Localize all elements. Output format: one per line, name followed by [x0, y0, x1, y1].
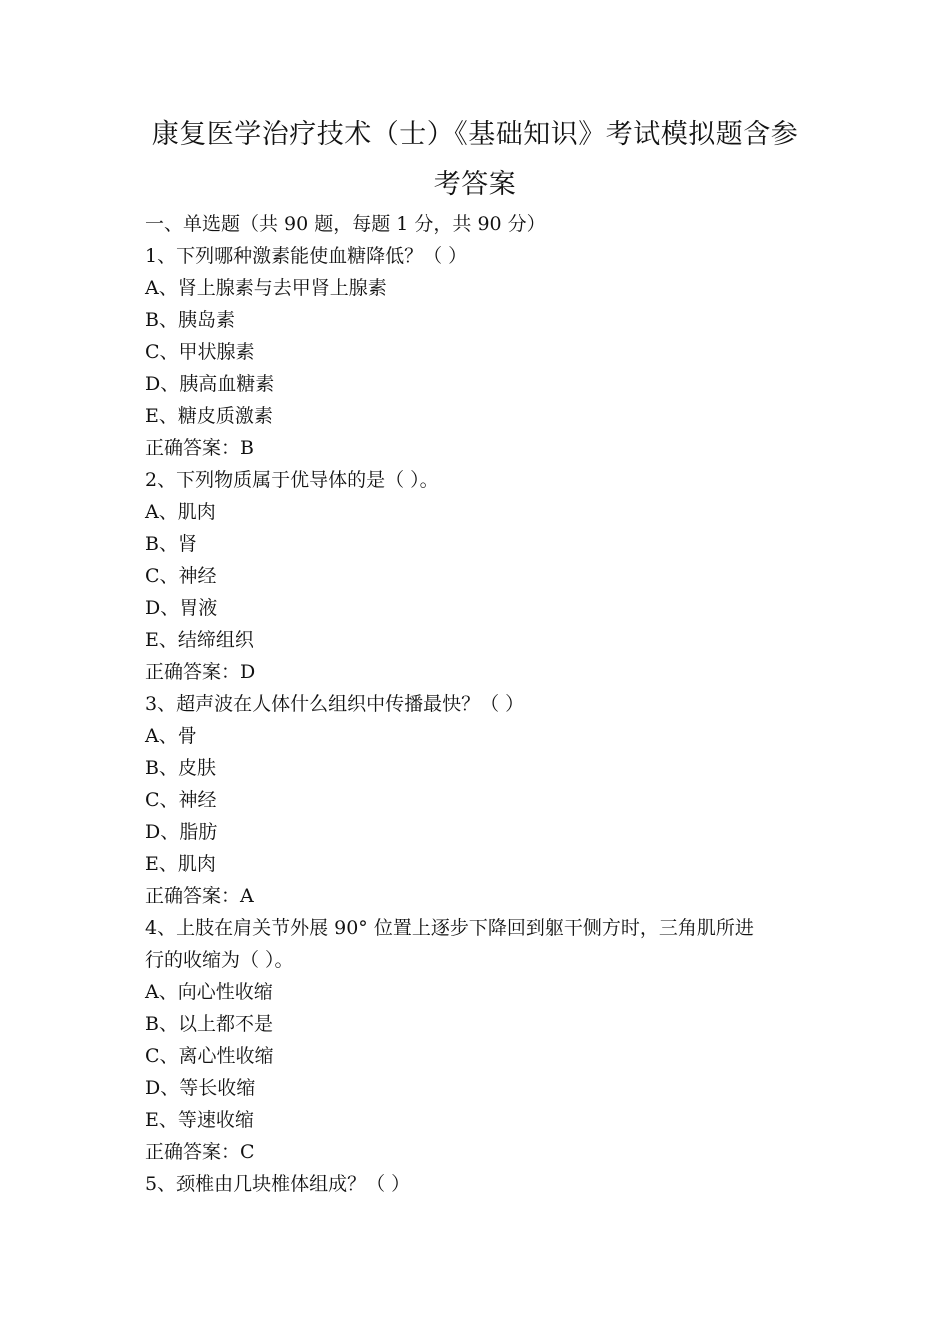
option-d: D、等长收缩 — [145, 1077, 256, 1099]
option-a: A、骨 — [145, 725, 197, 747]
question-block — [145, 1168, 815, 1200]
answer-text: 正确答案：D — [145, 661, 256, 683]
question-block — [145, 688, 815, 912]
option-e: E、等速收缩 — [145, 1109, 254, 1131]
option-b: B、肾 — [145, 533, 197, 555]
option-a: A、肌肉 — [145, 501, 216, 523]
option-c: C、神经 — [145, 565, 217, 587]
option-c: C、离心性收缩 — [145, 1045, 274, 1067]
section-heading: 一、单选题（共 90 题，每题 1 分，共 90 分） — [145, 213, 546, 235]
option-c: C、甲状腺素 — [145, 341, 255, 363]
option-d: D、脂肪 — [145, 821, 218, 843]
option-e: E、结缔组织 — [145, 629, 254, 651]
question-text: 2、下列物质属于优导体的是（ ）。 — [145, 469, 439, 491]
question-block — [145, 240, 815, 464]
option-d: D、胃液 — [145, 597, 218, 619]
answer-text: 正确答案：C — [145, 1141, 255, 1163]
option-b: B、皮肤 — [145, 757, 216, 779]
answer-text: 正确答案：A — [145, 885, 254, 907]
question-text: 1、下列哪种激素能使血糖降低？（ ） — [145, 245, 468, 267]
option-e: E、糖皮质激素 — [145, 405, 273, 427]
question-text: 5、颈椎由几块椎体组成？（ ） — [145, 1173, 411, 1195]
option-a: A、肾上腺素与去甲肾上腺素 — [145, 277, 387, 299]
question-block — [145, 464, 815, 688]
option-b: B、以上都不是 — [145, 1013, 273, 1035]
document-title-line2: 考答案 — [433, 169, 517, 200]
question-text: 3、超声波在人体什么组织中传播最快？（ ） — [145, 693, 525, 715]
option-d: D、胰高血糖素 — [145, 373, 275, 395]
option-b: B、胰岛素 — [145, 309, 235, 331]
question-text-line1: 4、上肢在肩关节外展 90° 位置上逐步下降回到躯干侧方时，三角肌所进 — [145, 917, 754, 939]
document-body — [145, 208, 815, 1200]
answer-text: 正确答案：B — [145, 437, 254, 459]
option-e: E、肌肉 — [145, 853, 216, 875]
question-text-line2: 行的收缩为（ ）。 — [145, 949, 294, 971]
document-title-line1: 康复医学治疗技术（士）《基础知识》考试模拟题含参 — [151, 119, 799, 150]
option-c: C、神经 — [145, 789, 217, 811]
option-a: A、向心性收缩 — [145, 981, 273, 1003]
question-block — [145, 912, 815, 1168]
